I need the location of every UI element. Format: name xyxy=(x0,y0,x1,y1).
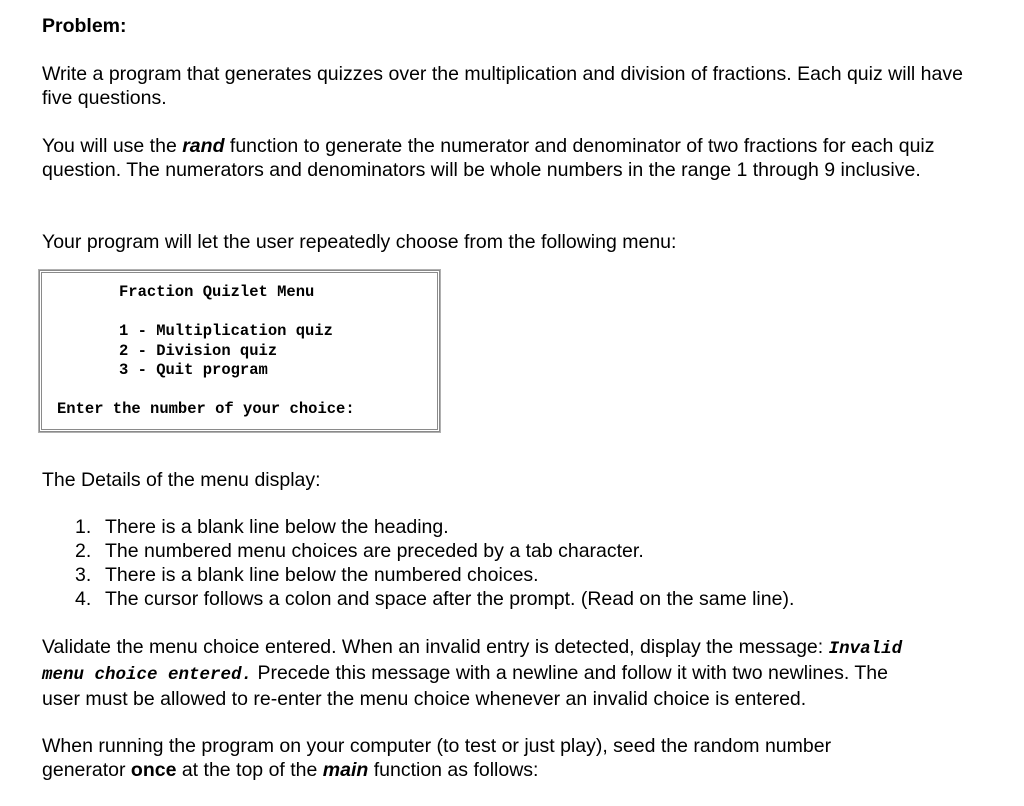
details-list xyxy=(75,515,794,611)
seed-line-1: When running the program on your computer (to test or just play), seed the random number xyxy=(42,735,832,757)
list-text: The cursor follows a colon and space after the prompt. (Read on the same line). xyxy=(105,588,795,610)
list-text: The numbered menu choices are preceded by a tab character. xyxy=(105,540,644,562)
problem-heading: Problem: xyxy=(42,15,127,37)
list-text: There is a blank line below the numbered choices. xyxy=(105,564,539,586)
validation-paragraph xyxy=(42,635,992,711)
menu-option-division: 2 - Division quiz xyxy=(119,341,278,360)
menu-example-box xyxy=(39,270,440,432)
validation-line-1 xyxy=(42,635,992,661)
rand-paragraph xyxy=(42,134,992,182)
rand-keyword: rand xyxy=(182,135,225,157)
list-number: 3. xyxy=(75,564,92,586)
list-number: 2. xyxy=(75,540,92,562)
list-text: There is a blank line below the heading. xyxy=(105,516,449,538)
seed-line-2 xyxy=(42,758,992,782)
main-keyword: main xyxy=(322,759,369,781)
seed-text-end: function as follows: xyxy=(368,759,539,781)
rand-text-after: function to generate the numerator and denominator of two fractions for each quiz question. The numerators and denominators will be whole numbers in the range 1 through 9 inclusive. xyxy=(42,135,935,181)
menu-option-quit: 3 - Quit program xyxy=(119,361,268,379)
list-item xyxy=(75,515,794,539)
once-emphasis: once xyxy=(130,759,177,781)
seed-paragraph xyxy=(42,734,992,782)
validation-line-3: user must be allowed to re-enter the menu choice whenever an invalid choice is entered. xyxy=(42,688,807,710)
validation-line-2 xyxy=(42,661,992,687)
seed-text: generator xyxy=(42,759,131,781)
menu-intro-paragraph: Your program will let the user repeatedly choose from the following menu: xyxy=(42,231,677,253)
invalid-message-code-cont: menu choice entered. xyxy=(42,665,253,685)
list-number: 4. xyxy=(75,588,92,610)
menu-option-multiplication: 1 - Multiplication quiz xyxy=(119,322,333,340)
menu-prompt: Enter the number of your choice: xyxy=(57,400,355,418)
list-item xyxy=(75,563,794,587)
details-heading: The Details of the menu display: xyxy=(42,469,321,491)
validation-text-cont: Precede this message with a newline and follow it with two newlines. The xyxy=(252,662,888,684)
menu-title: Fraction Quizlet Menu xyxy=(119,283,315,301)
validation-text: Validate the menu choice entered. When an invalid entry is detected, display the message: xyxy=(42,636,829,658)
intro-paragraph: Write a program that generates quizzes over the multiplication and division of fractions. Each quiz will have five questions. xyxy=(42,63,963,109)
invalid-message-code: Invalid xyxy=(828,639,903,659)
rand-text-before: You will use the xyxy=(42,135,183,157)
seed-text-mid: at the top of the xyxy=(176,759,323,781)
list-item xyxy=(75,587,794,611)
list-item xyxy=(75,539,794,563)
list-number: 1. xyxy=(75,516,92,538)
